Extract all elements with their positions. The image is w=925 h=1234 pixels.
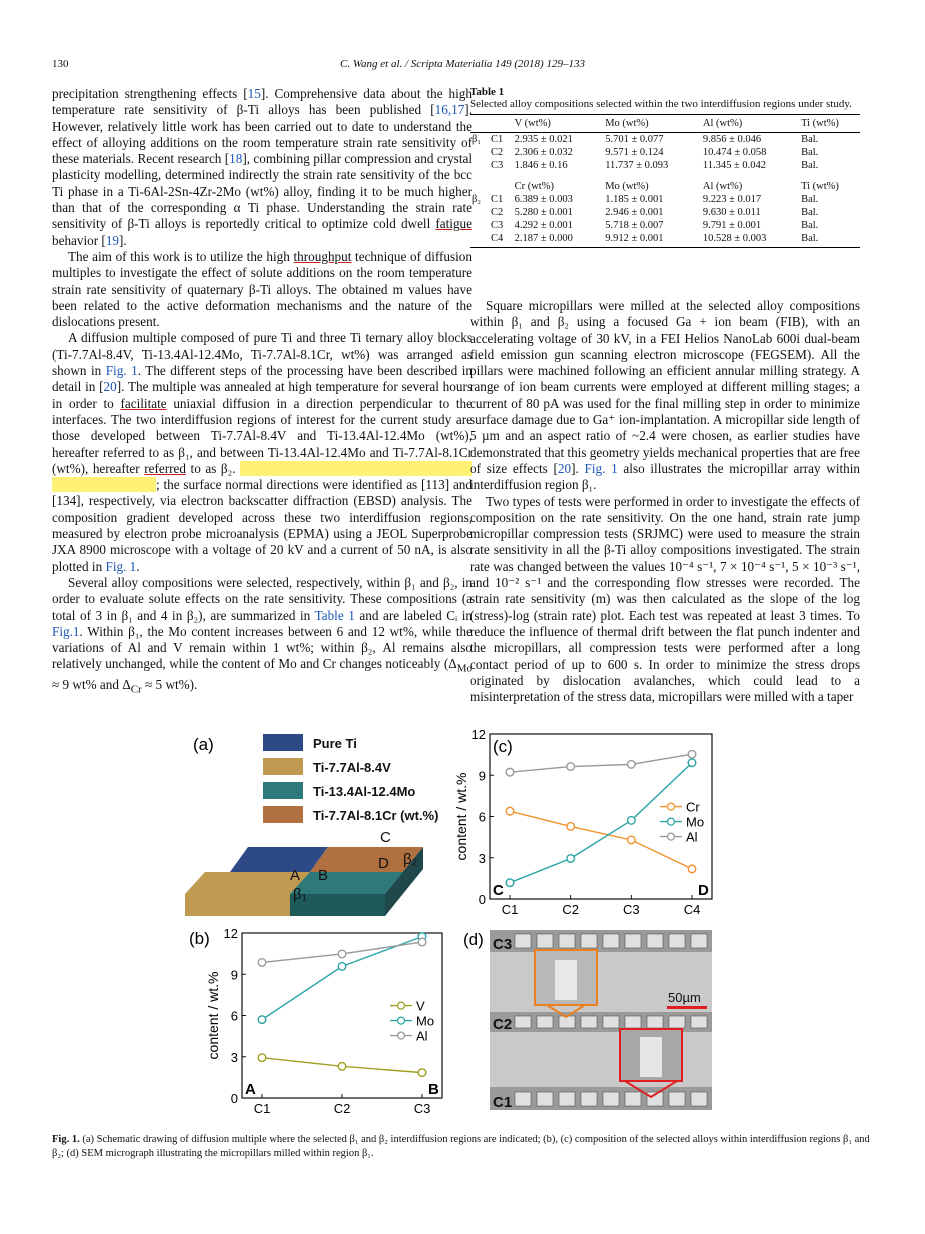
ref-link[interactable]: 16,17 [434, 102, 465, 118]
table-cell: C4 [489, 232, 513, 248]
table-cell: β₁ [472, 134, 482, 145]
table-cell: C2 [490, 207, 504, 218]
data-point-al [506, 768, 514, 776]
legend-label: Al [416, 1028, 428, 1044]
table-row [470, 193, 860, 206]
chart-c [453, 727, 712, 917]
data-point-mo [258, 1016, 266, 1024]
data-point-mo [628, 817, 636, 825]
y-tick-label: 6 [478, 809, 486, 825]
table-cell: 2.306 ± 0.032 [514, 147, 573, 158]
data-point-cr [506, 807, 514, 815]
micropillar [537, 1016, 553, 1028]
table-cell: C3 [490, 160, 504, 171]
micropillar [581, 934, 597, 948]
table-header-row [470, 115, 860, 133]
pillar-c3 [555, 960, 577, 1000]
table-cell: Bal. [801, 220, 819, 231]
legend-marker [668, 833, 675, 840]
table-caption: Selected alloy compositions selected within the two interdiffusion regions under study. [470, 98, 852, 110]
paragraph: precipitation strengthening effects [15]. Comprehensive data about the high temperature rate sensitivity of β-Ti alloys has been published [16,17]. However, relatively little work has been carried out to date to understand the effect of alloying additions on the room temperature strain rate sensitivity of these materials. Recent research [18], combining pillar compression and crystal plasticity modelling, determined indirectly the strain rate sensitivity of the bcc Ti phase in a Ti-6Al-2Sn-4Zr-2Mo (wt%) alloy, finding it to be much higher than that of the corresponding α Ti phase. Understanding the strain rate sensitivity of β-Ti alloys is reportedly critical to optimize cold dwell fatigue behavior [19]. [52, 86, 472, 248]
page-number: 130 [52, 58, 69, 70]
label-D: D [378, 855, 389, 872]
legend-marker [668, 818, 675, 825]
micropillar [603, 1016, 619, 1028]
legend-marker [668, 803, 675, 810]
legend-swatch [263, 782, 303, 799]
table-cell: V (wt%) [513, 115, 604, 133]
micropillar [625, 934, 641, 948]
table-cell: Al (wt%) [701, 115, 799, 133]
legend-label: V [416, 998, 425, 1014]
y-tick-label: 9 [230, 967, 238, 983]
micropillar [515, 1016, 531, 1028]
table-cell: 11.737 ± 0.093 [605, 160, 669, 171]
panel-a [185, 734, 438, 916]
micropillar [669, 1016, 685, 1028]
micropillar [559, 934, 575, 948]
y-tick-label: 3 [478, 850, 486, 866]
table-cell [470, 219, 489, 232]
table-cell: 2.946 ± 0.001 [605, 207, 664, 218]
table-cell: 9.791 ± 0.001 [702, 220, 762, 231]
series-line-mo [510, 763, 692, 883]
table-cell: Bal. [801, 207, 819, 218]
data-point-al [258, 959, 266, 967]
legend-marker [398, 1017, 405, 1024]
data-point-al [338, 950, 346, 958]
data-point-cr [567, 823, 575, 831]
table-cell: 10.528 ± 0.003 [701, 232, 799, 248]
corner-label: B [428, 1081, 439, 1098]
label-beta2: β₂ [403, 851, 418, 868]
table-1 [470, 86, 860, 248]
table-cell: Bal. [801, 147, 819, 158]
corner-label: C [493, 882, 504, 899]
data-point-v [338, 1062, 346, 1070]
table-cell [470, 159, 489, 172]
table-cell [489, 180, 513, 193]
micropillar [603, 1092, 619, 1106]
panel-a-label: (a) [193, 735, 214, 754]
diffusion-multiple-block [185, 829, 423, 916]
table-cell: Cr (wt%) [514, 181, 554, 192]
data-point-al [418, 938, 426, 946]
table-cell: Ti (wt%) [801, 181, 839, 192]
fig-link[interactable]: Fig. 1 [105, 363, 138, 379]
legend-swatch [263, 734, 303, 751]
x-tick-label: C4 [683, 902, 701, 917]
table-label: Table 1 [470, 86, 505, 98]
table-cell: 9.856 ± 0.046 [702, 134, 762, 145]
micropillar [647, 934, 663, 948]
table-row [470, 219, 860, 232]
ref-link[interactable]: 19 [105, 232, 120, 248]
sem-label-c2: C2 [493, 1016, 513, 1033]
micropillar [691, 1092, 707, 1106]
panel-d [463, 930, 712, 1111]
ref-link[interactable]: 18 [229, 151, 243, 167]
panel-d-label: (d) [463, 930, 484, 949]
label-C: C [380, 829, 391, 846]
x-tick-label: C2 [562, 902, 579, 917]
table-link[interactable]: Table 1 [314, 607, 355, 623]
table-cell: Al (wt%) [702, 181, 743, 192]
legend-label: Ti-7.7Al-8.4V [313, 760, 391, 775]
scale-bar-label: 50µm [668, 990, 701, 1005]
table-cell: Mo (wt%) [603, 115, 701, 133]
data-point-al [628, 761, 636, 769]
plot-frame [490, 734, 712, 899]
micropillar [669, 934, 685, 948]
data-point-v [418, 1069, 426, 1077]
legend-label: Al [686, 829, 698, 845]
ref-link[interactable]: 20 [557, 460, 572, 476]
table-row [470, 206, 860, 219]
composition-table [470, 114, 860, 248]
table-cell: 4.292 ± 0.001 [514, 220, 573, 231]
journal-citation: C. Wang et al. / Scripta Materialia 149 (2018) 129–133 [340, 58, 585, 70]
x-tick-label: C2 [333, 1101, 351, 1116]
sem-label-c3: C3 [493, 936, 513, 953]
table-cell: Bal. [801, 160, 819, 171]
paragraph: Square micropillars were milled at the selected alloy compositions within β₁ and β₂ using a focused Ga + ion beam (FIB), with an accelerating voltage of 30 kV, in a FEI Helios NanoLab 600i dual-beam field emission gun scanning electron microscope (FEGSEM). All the pillars were machined following an efficient annular milling strategy. A range of ion beam currents were employed at different milling stages; a current of 80 pA was used for the final milling step in order to minimize surface damage due to Ga⁺ ion-implantation. A micropillar side length of 5 µm and an aspect ratio of ~2.4 were chosen, as earlier studies have demonstrated that this geometry yields mechanical properties that are free of size effects [20]. Fig. 1 also illustrates the micropillar array within interdiffusion region β₁. [470, 298, 860, 493]
table-cell: 2.935 ± 0.021 [514, 134, 573, 145]
fig-link[interactable]: Fig. 1 [584, 460, 618, 476]
ref-link[interactable]: 15 [247, 86, 261, 101]
ref-link[interactable]: 20 [103, 379, 117, 395]
micropillar [625, 1016, 641, 1028]
fig-link[interactable]: Fig.1 [52, 623, 80, 639]
table-cell: 2.187 ± 0.000 [513, 232, 604, 248]
y-tick-label: 3 [230, 1049, 238, 1065]
data-point-al [688, 750, 696, 758]
table-cell: Bal. [799, 232, 860, 248]
table-row [470, 232, 860, 248]
table-cell: C1 [490, 194, 504, 205]
legend-label: Mo [416, 1013, 435, 1029]
legend-label: Pure Ti [313, 736, 357, 751]
left-column [52, 86, 472, 698]
y-tick-label: 0 [230, 1091, 238, 1106]
x-tick-label: C3 [413, 1101, 431, 1116]
table-cell: 11.345 ± 0.042 [702, 160, 766, 171]
data-point-cr [628, 836, 636, 844]
table-subheader-row [470, 180, 860, 193]
micropillar [537, 934, 553, 948]
legend-marker [398, 1032, 405, 1039]
y-axis-label: content / wt.% [205, 971, 221, 1060]
x-tick-label: C3 [623, 902, 640, 917]
series-line-al [510, 754, 692, 772]
y-tick-label: 12 [471, 727, 486, 742]
table-cell: 9.630 ± 0.011 [702, 207, 761, 218]
data-point-mo [688, 759, 696, 767]
table-cell: Bal. [801, 194, 819, 205]
micropillar [603, 934, 619, 948]
data-point-al [567, 763, 575, 771]
legend-label: Ti-13.4Al-12.4Mo [313, 784, 416, 799]
right-column [470, 298, 860, 705]
data-point-mo [338, 963, 346, 971]
paragraph: Several alloy compositions were selected, respectively, within β₁ and β₂, in order to evaluate solute effects on the rate sensitivity. These compositions (a total of 3 in β₁ and 4 in β₂), are summarized in Table 1 and are labeled Cᵢ in Fig.1. Within β₁, the Mo content increases between 6 and 12 wt%, while the variations of Al and V remain within 1 wt%; within β₂, Al remains also relatively unchanged, while the content of Mo and Cr changes noticeably ($\Delta_{Mo} \approx 9$ wt% and $\Delta_{Cr} \approx 5$ wt%). [52, 574, 472, 696]
table-row [470, 133, 860, 147]
table-cell: β₂ [472, 194, 482, 205]
micropillar [691, 1016, 707, 1028]
table-cell: 1.185 ± 0.001 [605, 194, 664, 205]
table-row [470, 146, 860, 159]
scale-bar [667, 1006, 707, 1009]
table-cell [470, 206, 489, 219]
y-tick-label: 12 [223, 926, 238, 941]
table-cell: 5.280 ± 0.001 [514, 207, 573, 218]
table-cell: Ti (wt%) [799, 115, 860, 133]
micropillar [625, 1092, 641, 1106]
label-A: A [290, 867, 301, 884]
legend-swatch [263, 806, 303, 823]
micropillar [669, 1092, 685, 1106]
table-cell [470, 115, 489, 133]
y-axis-label: content / wt.% [453, 772, 469, 861]
micropillar [559, 1016, 575, 1028]
data-point-v [258, 1054, 266, 1062]
pillar-c1 [640, 1037, 662, 1077]
x-tick-label: C1 [253, 1101, 271, 1116]
legend-label: Cr [686, 799, 700, 815]
micropillar [691, 934, 707, 948]
corner-label: D [698, 882, 709, 899]
table-row [470, 159, 860, 172]
paragraph: The aim of this work is to utilize the high throughput technique of diffusion multiples to investigate the effect of solute additions on the room temperature strain rate sensitivity of quaternary β-Ti alloys. The obtained m values have been related to the active deformation mechanisms and the nature of the dislocations present. [52, 248, 472, 330]
table-cell: 6.389 ± 0.003 [514, 194, 573, 205]
micropillar [581, 1016, 597, 1028]
legend-swatch [263, 758, 303, 775]
chart-b [189, 926, 442, 1116]
figure-1 [185, 722, 715, 1117]
y-tick-label: 9 [478, 768, 486, 784]
table-cell: 5.701 ± 0.077 [605, 134, 664, 145]
legend-label: Ti-7.7Al-8.1Cr (wt.%) [313, 808, 439, 823]
corner-label: A [245, 1081, 256, 1098]
table-cell [470, 180, 489, 193]
panel-label: (c) [493, 737, 513, 756]
paragraph: Two types of tests were performed in order to investigate the effects of composition on the rate sensitivity. On the one hand, strain rate jump micropillar compression tests (SRJMC) were used to measure the strain rate sensitivity in all the β-Ti alloy compositions investigated. The strain rate was changed between the values 10⁻⁴ s⁻¹, 7 × 10⁻⁴ s⁻¹, 5 × 10⁻³ s⁻¹, and 10⁻² s⁻¹ and the corresponding flow stresses were recorded. The strain rate sensitivity (m) was then calculated as the slope of the log (stress)-log (strain rate) plot. Each test was repeated at least 3 times. To reduce the influence of thermal drift between the flat punch indenter and the micropillars, all compression tests were performed after a long contact period of up to 600 s. In order to minimize the stress drops originated by dislocation avalanches, which could lead to a misinterpretation of the stress data, micropillars were milled with a taper [470, 493, 860, 705]
paragraph: A diffusion multiple composed of pure Ti and three Ti ternary alloy blocks (Ti-7.7Al-8.4V, Ti-13.4Al-12.4Mo, Ti-7.7Al-8.1Cr, wt%) was arranged as shown in Fig. 1. The different steps of the processing have been described in detail in [20]. The multiple was annealed at high temperature for several hours in order to facilitate uniaxial diffusion in a direction perpendicular to the interfaces. The two interdiffusion regions of interest for the current study are those developed between Ti-7.7Al-8.4V and Ti-13.4Al-12.4Mo (wt%), hereafter referred to as β₁, and between Ti-13.4Al-12.4Mo and Ti-7.7Al-8.1Cr (wt%), hereafter referred to as β₂. The crystallographic orientations of β₁ and β₂ were determined; the surface normal directions were identified as [113] and [134], respectively, via electron backscatter diffraction (EBSD) analysis. The composition gradient developed across these two interdiffusion regions, measured by electron probe microanalysis (EPMA) using a JEOL Superprobe JXA 8900 microscope with a voltage of 20 kV and a current of 50 nA, is also plotted in Fig. 1. [52, 330, 473, 574]
data-point-mo [567, 855, 575, 863]
table-cell: 1.846 ± 0.16 [514, 160, 568, 171]
micropillar [559, 1092, 575, 1106]
micropillar [537, 1092, 553, 1106]
x-tick-label: C1 [501, 902, 519, 917]
table-cell: 9.912 ± 0.001 [603, 232, 701, 248]
legend-marker [398, 1002, 405, 1009]
table-cell: Mo (wt%) [605, 181, 649, 192]
micropillar [581, 1092, 597, 1106]
table-cell: 5.718 ± 0.007 [605, 220, 664, 231]
sem-label-c1: C1 [493, 1094, 513, 1111]
table-cell: 10.474 ± 0.058 [702, 147, 767, 158]
y-tick-label: 6 [230, 1008, 238, 1024]
micropillar [515, 1092, 531, 1106]
highlighted-text: The crystallographic orientations of β₁ and β₂ were determined [52, 460, 472, 493]
micropillar [515, 934, 531, 948]
micropillar [647, 1016, 663, 1028]
table-cell [470, 232, 489, 248]
y-tick-label: 0 [478, 892, 486, 907]
label-beta1: β₁ [293, 886, 307, 903]
data-point-cr [688, 865, 696, 873]
table-cell: 9.223 ± 0.017 [702, 194, 762, 205]
fig-link[interactable]: Fig. 1 [105, 558, 137, 574]
table-cell [470, 146, 489, 159]
table-cell: C2 [490, 147, 504, 158]
panel-label: (b) [189, 929, 210, 948]
table-cell: 9.571 ± 0.124 [605, 147, 664, 158]
legend-label: Mo [686, 814, 705, 830]
data-point-mo [506, 879, 514, 887]
figure-caption: Fig. 1. (a) Schematic drawing of diffusion multiple where the selected β₁ and β₂ interdiffusion regions are indicated; (b), (c) composition of the selected alloys within interdiffusion regions β₁ and β₂; (d) SEM micrograph illustrating the micropillars milled within region β₁. [52, 1134, 870, 1159]
table-cell [489, 115, 513, 133]
table-cell: Bal. [801, 134, 819, 145]
label-B: B [318, 867, 329, 884]
table-cell: C1 [490, 134, 504, 145]
table-cell: C3 [490, 220, 504, 231]
